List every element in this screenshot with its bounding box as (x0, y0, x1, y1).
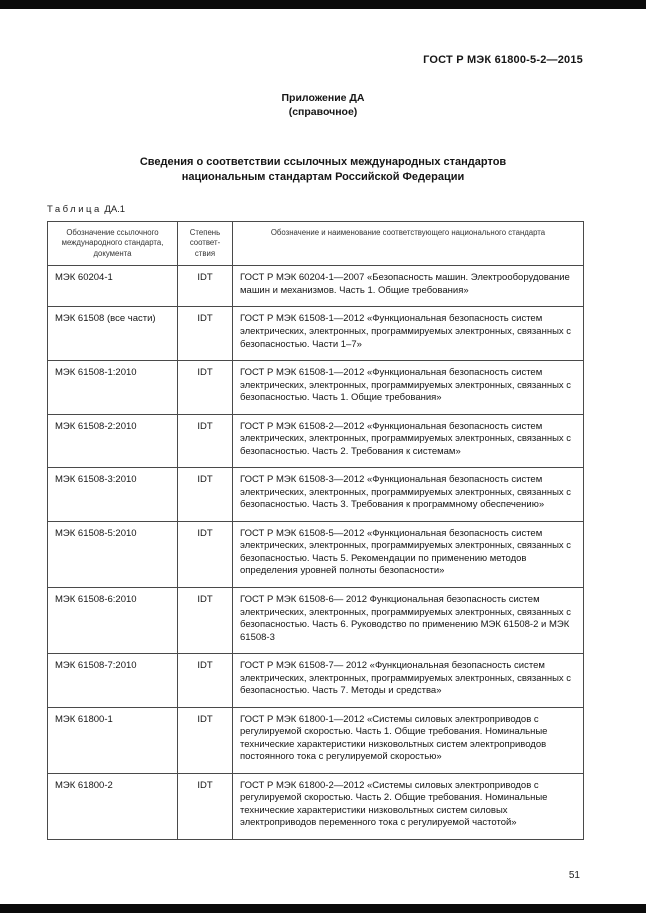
table-row (48, 468, 584, 522)
section-title (0, 155, 646, 184)
national-standard-cell: ГОСТ Р МЭК 61508-1—2012 «Функциональная безопасность систем электрических, электронных, программируемых электронных, связанных с безопасностью. Часть 1. Общие требования» (233, 361, 584, 415)
table-row (48, 414, 584, 468)
col-header-national-standard: Обозначение и наименование соответствующего национального стандарта (233, 221, 584, 266)
degree-cell: IDT (178, 361, 233, 415)
national-standard-cell: ГОСТ Р МЭК 61508-1—2012 «Функциональная безопасность систем электрических, электронных, программируемых электронных, связанных с безопасностью. Части 1–7» (233, 307, 584, 361)
national-standard-cell: ГОСТ Р МЭК 61508-7— 2012 «Функциональная безопасность систем электрических, электронных, программируемых электронных, связанных с безопасностью. Часть 7. Методы и средства» (233, 654, 584, 708)
degree-cell: IDT (178, 773, 233, 839)
table-body (48, 266, 584, 840)
degree-cell: IDT (178, 587, 233, 653)
degree-cell: IDT (178, 307, 233, 361)
appendix-heading (0, 92, 646, 119)
table-row (48, 361, 584, 415)
col-header-intl-standard: Обозначение ссылочного международного стандарта, документа (48, 221, 178, 266)
intl-standard-cell: МЭК 61508-6:2010 (48, 587, 178, 653)
col-header-degree: Степень соответ- ствия (178, 221, 233, 266)
section-title-line-2: национальным стандартам Российской Федерации (181, 170, 465, 183)
national-standard-cell: ГОСТ Р МЭК 61508-5—2012 «Функциональная безопасность систем электрических, электронных, программируемых электронных, связанных с безопасностью. Часть 5. Рекомендации по применению методов определения уровней полноты безопасности» (233, 521, 584, 587)
table-label-word: Таблица (47, 203, 102, 215)
table-label (47, 204, 646, 215)
intl-standard-cell: МЭК 60204-1 (48, 266, 178, 307)
table-row (48, 773, 584, 839)
scan-edge-top (0, 0, 646, 9)
section-title-line-1: Сведения о соответствии ссылочных международных стандартов (139, 156, 507, 169)
page-number: 51 (568, 870, 580, 881)
intl-standard-cell: МЭК 61508-5:2010 (48, 521, 178, 587)
degree-cell: IDT (178, 414, 233, 468)
table-row (48, 266, 584, 307)
degree-cell: IDT (178, 707, 233, 773)
intl-standard-cell: МЭК 61800-2 (48, 773, 178, 839)
table-head (48, 221, 584, 266)
scan-edge-bottom (0, 904, 646, 913)
table-row (48, 654, 584, 708)
degree-cell: IDT (178, 521, 233, 587)
national-standard-cell: ГОСТ Р МЭК 61800-2—2012 «Системы силовых электроприводов с регулируемой скоростью. Часть 2. Общие требования. Номинальные технические характеристики низковольтных систем силовых электроприводов переменного тока с регулируемой частотой» (233, 773, 584, 839)
national-standard-cell: ГОСТ Р МЭК 61508-6— 2012 Функциональная безопасность систем электрических, электронных, программируемых электронных, связанных с безопасностью. Часть 6. Руководство по применению МЭК 61508-2 и МЭК 61508-3 (233, 587, 584, 653)
national-standard-cell: ГОСТ Р МЭК 61508-3—2012 «Функциональная безопасность систем электрических, электронных, программируемых электронных, связанных с безопасностью. Часть 3. Требования к программному обеспечению» (233, 468, 584, 522)
intl-standard-cell: МЭК 61508-2:2010 (48, 414, 178, 468)
intl-standard-cell: МЭК 61800-1 (48, 707, 178, 773)
table-row (48, 307, 584, 361)
national-standard-cell: ГОСТ Р МЭК 61508-2—2012 «Функциональная безопасность систем электрических, электронных, программируемых электронных, связанных с безопасностью. Часть 2. Требования к системам» (233, 414, 584, 468)
header-row (48, 221, 584, 266)
table-row (48, 521, 584, 587)
national-standard-cell: ГОСТ Р МЭК 61800-1—2012 «Системы силовых электроприводов с регулируемой скоростью. Часть 1. Общие требования. Номинальные технические характеристики низковольтных систем электроприводов постоянного тока с регулируемой скоростью» (233, 707, 584, 773)
national-standard-cell: ГОСТ Р МЭК 60204-1—2007 «Безопасность машин. Электрооборудование машин и механизмов. Часть 1. Общие требования» (233, 266, 584, 307)
degree-cell: IDT (178, 266, 233, 307)
table-label-number: ДА.1 (104, 203, 126, 215)
intl-standard-cell: МЭК 61508-7:2010 (48, 654, 178, 708)
appendix-title: Приложение ДА (281, 92, 365, 104)
table-row (48, 587, 584, 653)
intl-standard-cell: МЭК 61508-1:2010 (48, 361, 178, 415)
intl-standard-cell: МЭК 61508-3:2010 (48, 468, 178, 522)
intl-standard-cell: МЭК 61508 (все части) (48, 307, 178, 361)
degree-cell: IDT (178, 468, 233, 522)
correspondence-table (47, 221, 584, 840)
appendix-subtitle: (справочное) (288, 105, 358, 118)
document-code-header: ГОСТ Р МЭК 61800-5-2—2015 (423, 54, 583, 66)
degree-cell: IDT (178, 654, 233, 708)
table-row (48, 707, 584, 773)
